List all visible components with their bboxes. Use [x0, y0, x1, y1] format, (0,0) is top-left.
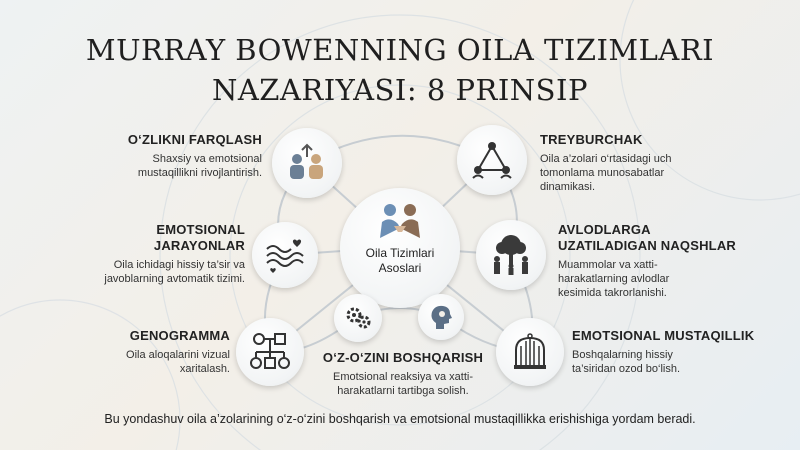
- multigenerational-title-1: AVLODLARGA: [558, 222, 651, 237]
- center-node: [340, 188, 460, 308]
- emotional-process-desc-2: javoblarning avtomatik tizimi.: [104, 273, 245, 285]
- footer-text: Bu yondashuv oila a’zolarining o‘z-o‘zini boshqarish va emotsional mustaqillikka erishishiga yordam beradi.: [104, 412, 696, 426]
- head-profile-icon: [426, 302, 456, 332]
- emotional-process-desc-1: Oila ichidagi hissiy ta’sir va: [113, 259, 245, 271]
- emotional-process-block: [60, 222, 245, 286]
- self-regulation-node-2: [418, 294, 464, 340]
- emotional-process-title: [60, 222, 245, 254]
- multigenerational-desc-1: Muammolar va xatti-: [558, 259, 658, 271]
- multigenerational-node: [476, 220, 546, 290]
- self-regulation-block: [318, 350, 488, 398]
- page-title: [0, 30, 800, 110]
- cutoff-block: [572, 328, 772, 376]
- emotional-process-title-1: EMOTSIONAL: [156, 222, 245, 237]
- multigenerational-block: [558, 222, 758, 300]
- tree-family-icon: [488, 233, 534, 277]
- differentiation-desc-2: mustaqillikni rivojlantirish.: [137, 167, 262, 179]
- triangle-title: TREYBURCHAK: [540, 132, 643, 147]
- cutoff-desc-1: Boshqalarning hissiy: [572, 349, 673, 361]
- cutoff-desc-2: ta’siridan ozod bo‘lish.: [572, 363, 681, 375]
- differentiation-block: [70, 132, 262, 180]
- emotional-process-node: [252, 222, 318, 288]
- genogram-desc-2: xaritalash.: [179, 363, 230, 375]
- triangle-people-icon: [470, 140, 514, 180]
- birdcage-icon: [510, 332, 550, 372]
- multigenerational-desc-3: kesimida takrorlanishi.: [558, 287, 667, 299]
- differentiation-node: [272, 128, 342, 198]
- genogram-block: [70, 328, 230, 376]
- center-label-line-1: Oila Tizimlari: [365, 246, 435, 260]
- waves-hearts-icon: [263, 235, 307, 275]
- triangle-node: [457, 125, 527, 195]
- handshake-icon: [378, 202, 422, 242]
- cutoff-node: [496, 318, 564, 386]
- title-line-2: NAZARIYASI: 8 PRINSIP: [211, 73, 589, 107]
- multigenerational-desc-2: harakatlarning avlodlar: [558, 273, 670, 285]
- center-label-line-2: Asoslari: [378, 261, 422, 275]
- self-regulation-title: O‘Z-O‘ZINI BOSHQARISH: [322, 350, 484, 365]
- multigenerational-title: [558, 222, 758, 254]
- multigenerational-title-2: UZATILADIGAN NAQSHLAR: [558, 238, 736, 253]
- genogram-desc-1: Oila aloqalarini vizual: [126, 349, 230, 361]
- self-regulation-desc-2: harakatlarni tartibga solish.: [337, 385, 469, 397]
- triangle-block: [540, 132, 740, 194]
- self-regulation-desc-1: Emotsional reaksiya va xatti-: [333, 371, 473, 383]
- self-regulation-node-1: [334, 294, 382, 342]
- emotional-process-title-2: JARAYONLAR: [153, 238, 245, 253]
- genogram-title: GENOGRAMMA: [129, 328, 230, 343]
- triangle-desc-2: tomonlama munosabatlar: [540, 167, 665, 179]
- differentiation-title: O‘ZLIKNI FARQLASH: [127, 132, 262, 147]
- head-gears-icon: [343, 303, 373, 333]
- title-line-1: MURRAY BOWENNING OILA TIZIMLARI: [85, 33, 715, 67]
- cutoff-title: EMOTSIONAL MUSTAQILLIK: [572, 328, 755, 343]
- family-tree-icon: [248, 332, 292, 372]
- triangle-desc-3: dinamikasi.: [540, 181, 596, 193]
- triangle-desc-1: Oila a’zolari o‘rtasidagi uch: [540, 153, 672, 165]
- differentiation-desc-1: Shaxsiy va emotsional: [152, 153, 262, 165]
- genogram-node: [236, 318, 304, 386]
- people-growth-icon: [285, 143, 329, 183]
